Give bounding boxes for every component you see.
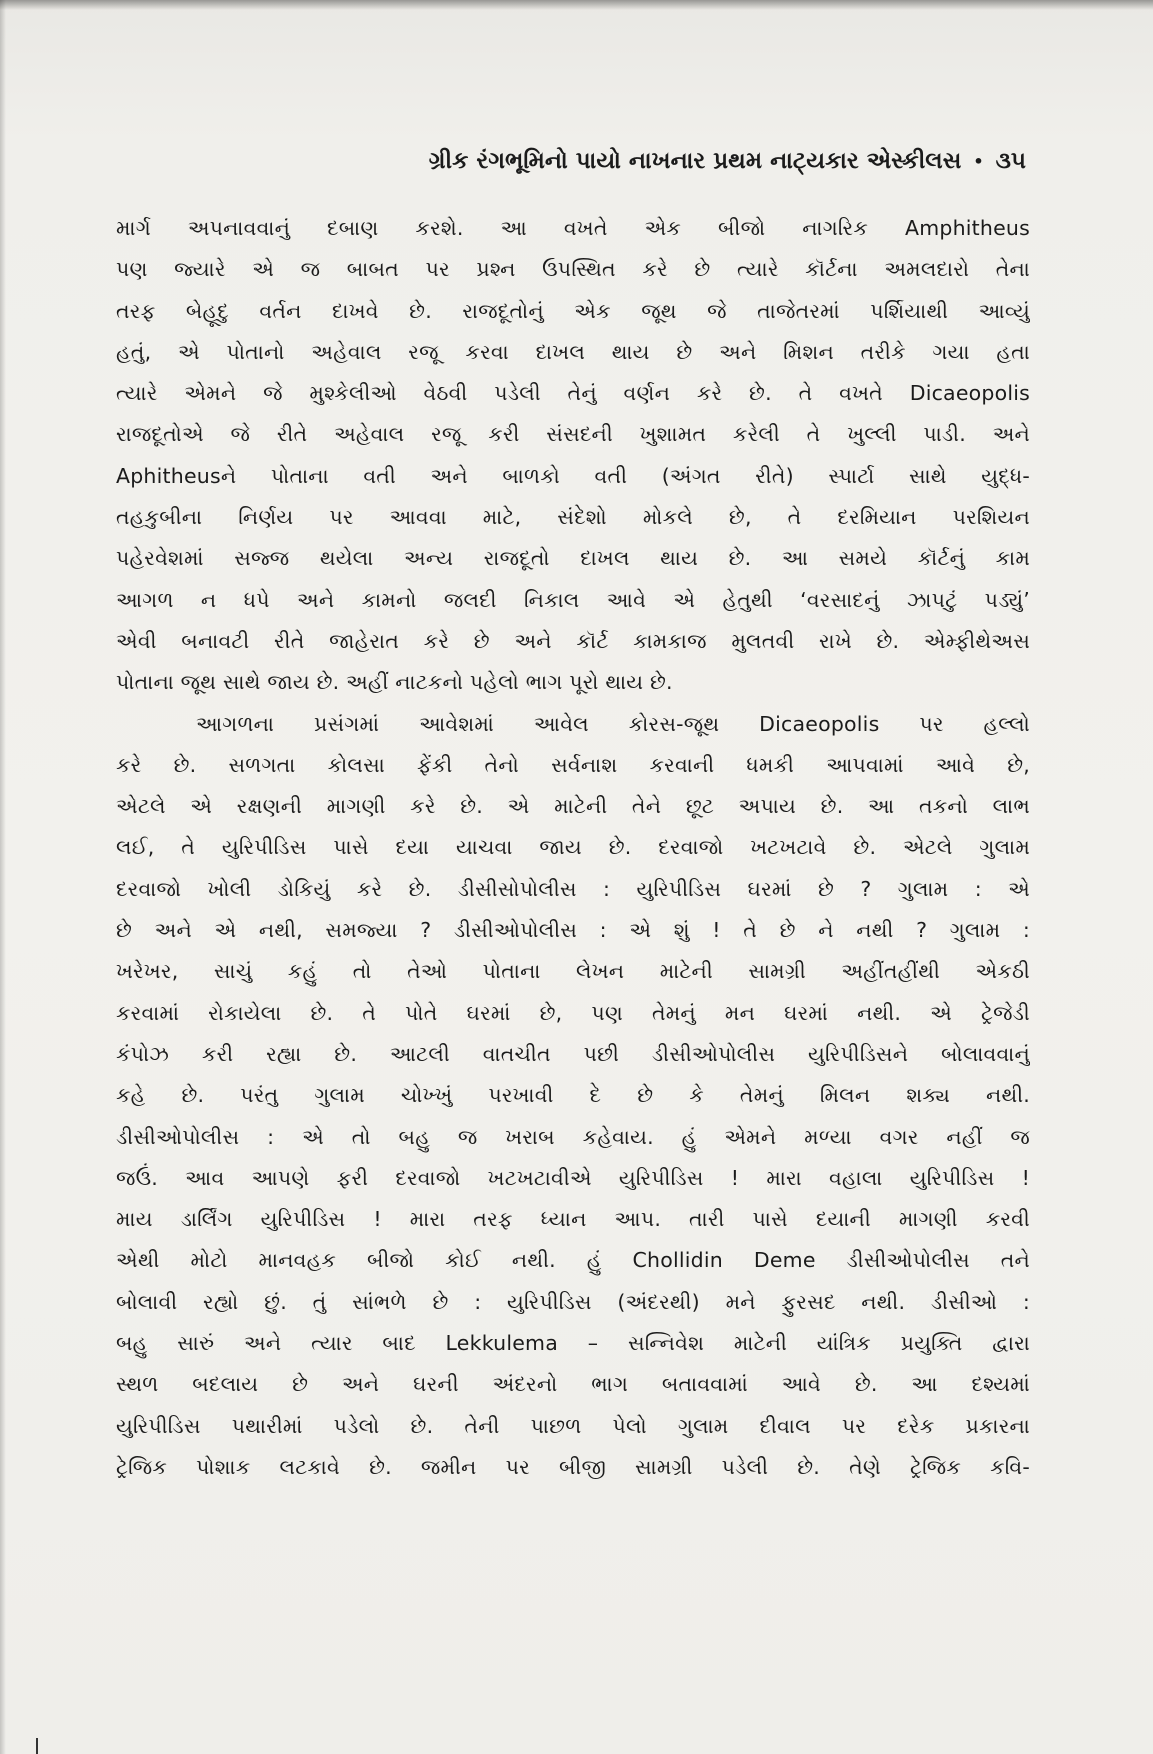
text-line: ટ્રેજિક પોશાક લટકાવે છે. જમીન પર બીજી સામગ્રી પડેલી છે. તેણે ટ્રેજિક કવિ- [116,1454,1030,1479]
text-line: યુરિપીડિસ પથારીમાં પડેલો છે. તેની પાછળ પેલો ગુલામ દીવાલ પર દરેક પ્રકારના [116,1413,1030,1438]
text-line: કરે છે. સળગતા કોલસા ફેંકી તેનો સર્વનાશ કરવાની ધમકી આપવામાં આવે છે, [116,752,1030,777]
text-line: લઈ, તે યુરિપીડિસ પાસે દયા યાચવા જાય છે. દરવાજો ખટખટાવે છે. એટલે ગુલામ [116,835,1030,860]
text-line: પહેરવેશમાં સજ્જ થયેલા અન્ય રાજદૂતો દાખલ થાય છે. આ સમયે કૉર્ટનું કામ [116,546,1030,571]
text-line: એવી બનાવટી રીતે જાહેરાત કરે છે અને કૉર્ટ કામકાજ મુલતવી રાખે છે. એમ્ફીથેઅસ [116,628,1030,653]
text-line: સ્થળ બદલાય છે અને ઘરની અંદરનો ભાગ બતાવવામાં આવે છે. આ દશ્યમાં [116,1372,1030,1397]
chapter-title: ગ્રીક રંગભૂમિનો પાયો નાખનાર પ્રથમ નાટ્યકાર એસ્કીલસ [428,148,962,174]
text-line: રાજદૂતોએ જે રીતે અહેવાલ રજૂ કરી સંસદની ખુશામત કરેલી તે ખુલ્લી પાડી. અને [116,422,1030,447]
paragraph-end-line: પોતાના જૂથ સાથે જાય છે. અહીં નાટકનો પહેલો ભાગ પૂરો થાય છે. [116,670,673,695]
text-line: દરવાજો ખોલી ડોકિયું કરે છે. ડીસીસોપોલીસ : યુરિપીડિસ ઘરમાં છે ? ગુલામ : એ [116,876,1030,901]
text-line: કંપોઝ કરી રહ્યા છે. આટલી વાતચીત પછી ડીસીઓપોલીસ યુરિપીડિસને બોલાવવાનું [116,1041,1030,1066]
text-line: તરફ બેહૂદુ વર્તન દાખવે છે. રાજદૂતોનું એક જૂથ જે તાજેતરમાં પર્શિયાથી આવ્યું [116,298,1030,323]
text-line: એટલે એ રક્ષણની માગણી કરે છે. એ માટેની તેને છૂટ અપાય છે. આ તકનો લાભ [116,794,1030,819]
scan-left-shadow [0,0,6,1754]
text-line: ડીસીઓપોલીસ : એ તો બહુ જ ખરાબ કહેવાય. હું એમને મળ્યા વગર નહીં જ [116,1124,1030,1149]
text-line: ત્યારે એમને જે મુશ્કેલીઓ વેઠવી પડેલી તેનું વર્ણન કરે છે. તે વખતે Dicaeopolis [116,381,1030,406]
text-line: માર્ગ અપનાવવાનું દબાણ કરશે. આ વખતે એક બીજો નાગરિક Amphitheus [116,216,1030,240]
text-line: કરવામાં રોકાયેલા છે. તે પોતે ઘરમાં છે, પણ તેમનું મન ઘરમાં નથી. એ ટ્રેજેડી [116,1000,1030,1025]
scan-edge-mark [36,1738,38,1754]
scan-top-shadow [0,0,1153,10]
page-number: ૩૫ [995,148,1026,174]
text-line: તહકુબીના નિર્ણય પર આવવા માટે, સંદેશો મોકલે છે, તે દરમિયાન પરશિયન [116,505,1030,530]
text-line: બોલાવી રહ્યો છું. તું સાંભળે છે : યુરિપીડિસ (અંદરથી) મને ફુરસદ નથી. ડીસીઓ : [116,1289,1030,1314]
text-line: ખરેખર, સાચું કહું તો તેઓ પોતાના લેખન માટેની સામગ્રી અહીંતહીંથી એકઠી [116,959,1030,984]
text-line: આગળ ન ધપે અને કામનો જલદી નિકાલ આવે એ હેતુથી ‘વરસાદનું ઝાપટું પડ્યું’ [116,587,1030,612]
text-line: માય ડાર્લિંગ યુરિપીડિસ ! મારા તરફ ધ્યાન આપ. તારી પાસે દયાની માગણી કરવી [116,1207,1030,1232]
text-line: કહે છે. પરંતુ ગુલામ ચોખ્ખું પરખાવી દે છે કે તેમનું મિલન શક્ય નથી. [116,1083,1030,1108]
text-line: બહુ સારું અને ત્યાર બાદ Lekkulema – સન્નિવેશ માટેની યાંત્રિક પ્રયુક્તિ દ્વારા [116,1331,1030,1356]
text-line: એથી મોટો માનવહક બીજો કોઈ નથી. હું Chollidin Deme ડીસીઓપોલીસ તને [116,1248,1030,1273]
paragraph-start-line: આગળના પ્રસંગમાં આવેશમાં આવેલ કોરસ-જૂથ Dicaeopolis પર હલ્લો [196,711,1030,736]
body-text [116,208,1030,1488]
text-line: હતું, એ પોતાનો અહેવાલ રજૂ કરવા દાખલ થાય છે અને મિશન તરીકે ગયા હતા [116,339,1030,364]
running-header [200,141,1026,181]
header-separator: • [973,151,984,171]
text-line: છે અને એ નથી, સમજ્યા ? ડીસીઓપોલીસ : એ શું ! તે છે ને નથી ? ગુલામ : [116,918,1030,943]
text-line: Aphitheusને પોતાના વતી અને બાળકો વતી (અંગત રીતે) સ્પાર્ટા સાથે યુદ્ધ- [116,463,1030,488]
text-line: પણ જ્યારે એ જ બાબત પર પ્રશ્ન ઉપસ્થિત કરે છે ત્યારે કૉર્ટના અમલદારો તેના [116,257,1030,282]
text-line: જઉં. આવ આપણે ફરી દરવાજો ખટખટાવીએ યુરિપીડિસ ! મારા વહાલા યુરિપીડિસ ! [116,1165,1030,1190]
